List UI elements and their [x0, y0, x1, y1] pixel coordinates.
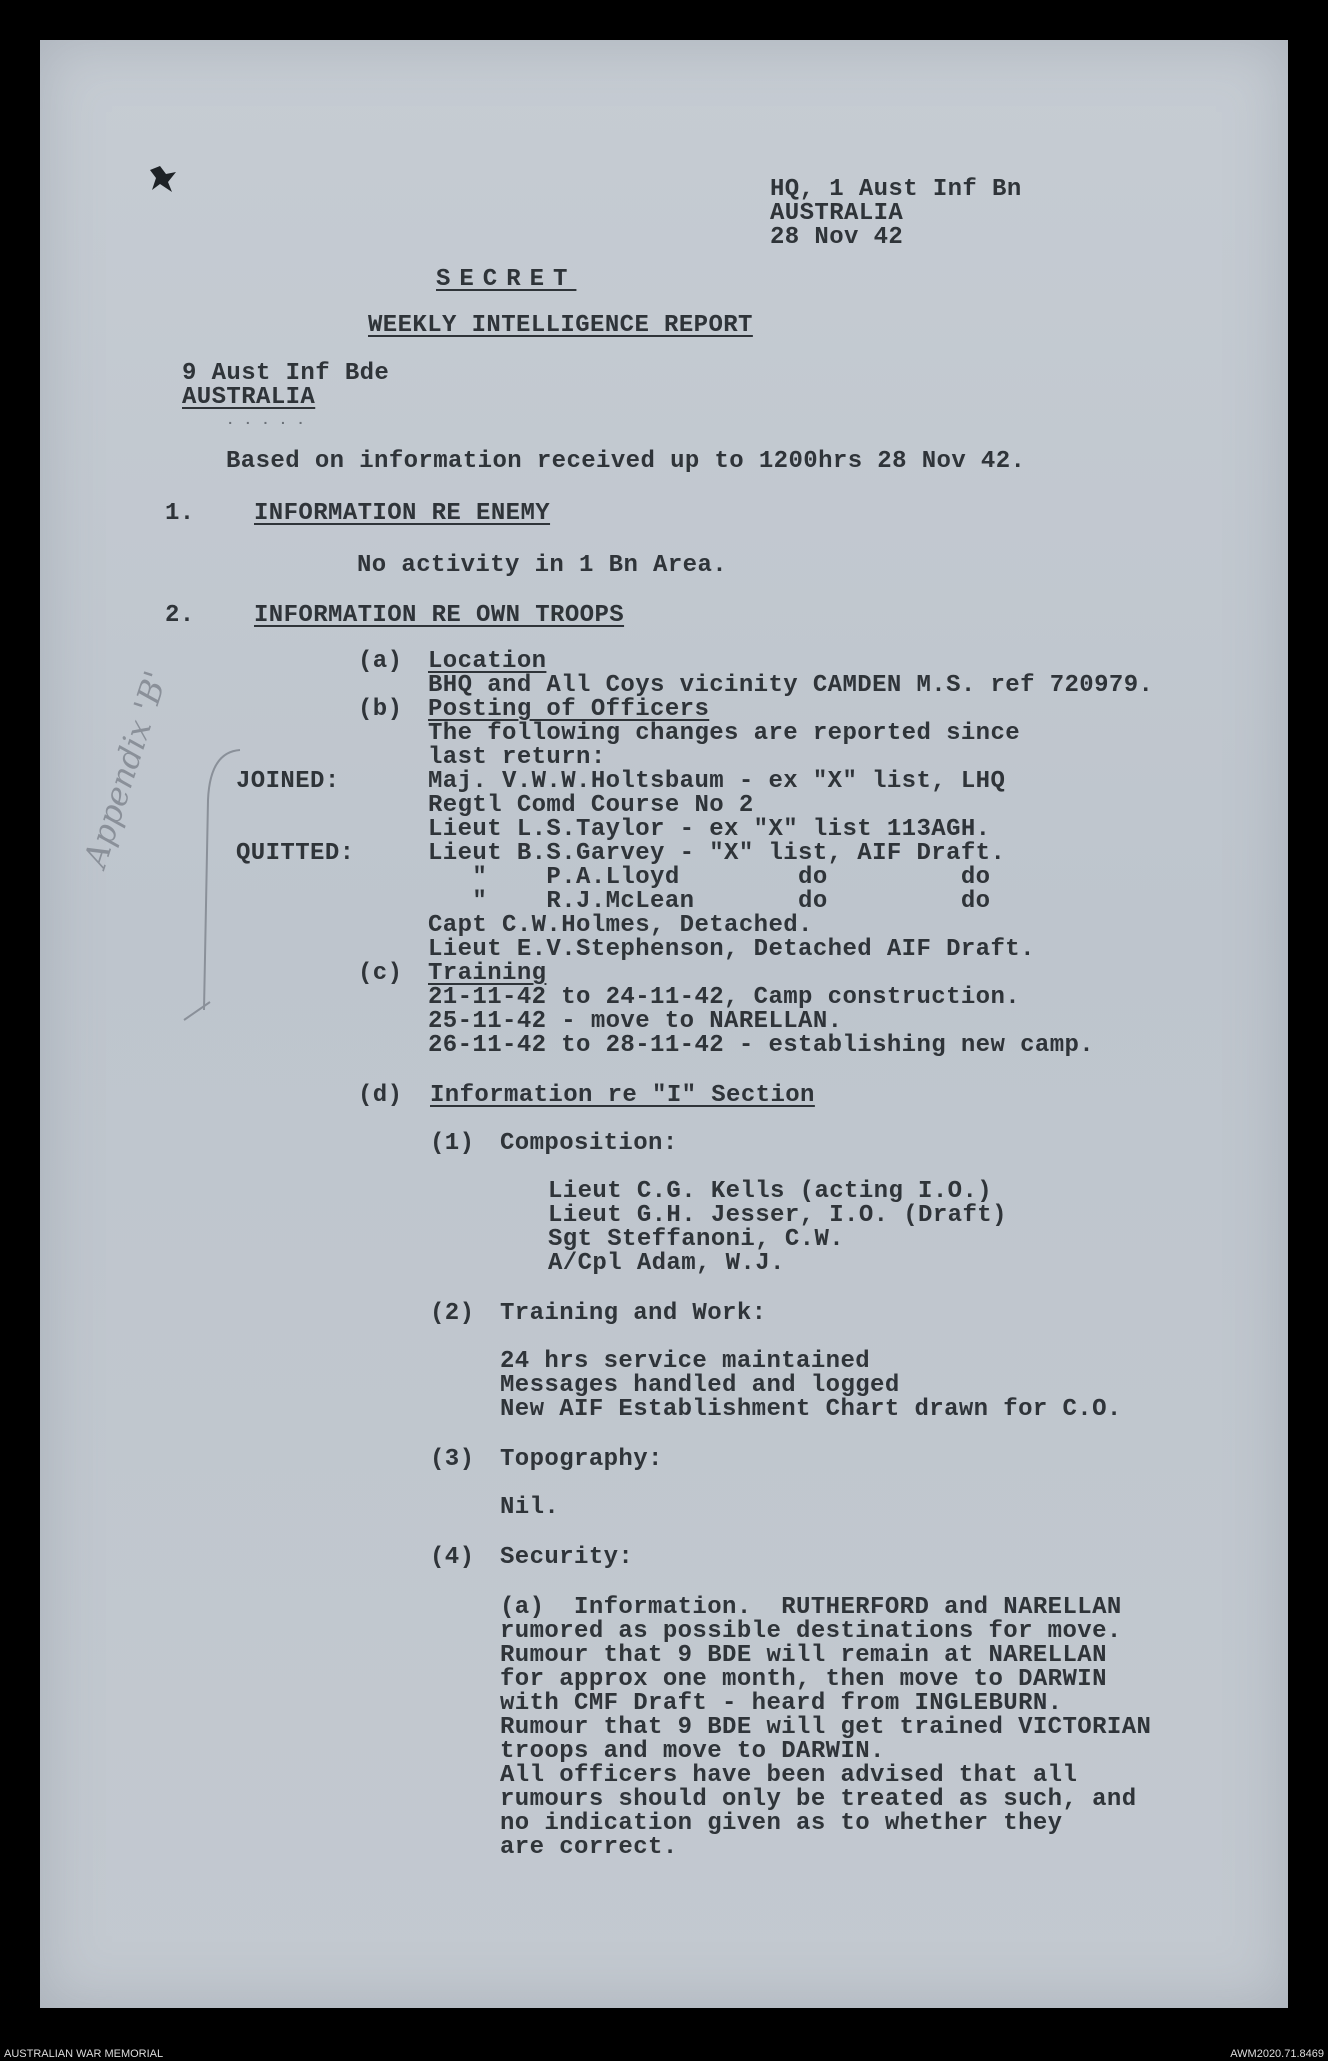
security-title: Security: [500, 1544, 634, 1571]
joined-line-2: Regtl Comd Course No 2 [428, 792, 754, 819]
topography-title: Topography: [500, 1446, 663, 1473]
posting-label: (b) [358, 696, 403, 723]
intro-line: Based on information received up to 1200hrs 28 Nov 42. [226, 448, 1026, 475]
document-page [40, 40, 1288, 2008]
section-1-body: No activity in 1 Bn Area. [357, 552, 728, 579]
training-line-3: 26-11-42 to 28-11-42 - establishing new camp. [428, 1032, 1095, 1059]
header-unit: HQ, 1 Aust Inf Bn [770, 176, 1022, 203]
addressee-dots: · · · · · [226, 416, 306, 432]
section-2-number: 2. [165, 602, 195, 629]
i-section-title: Information re "I" Section [430, 1082, 815, 1109]
location-label: (a) [358, 648, 403, 675]
training-label: (c) [358, 960, 403, 987]
training-work-line-3: New AIF Establishment Chart drawn for C.O. [500, 1396, 1122, 1423]
quitted-line-3: " R.J.McLean do do [428, 888, 991, 915]
composition-line-3: Sgt Steffanoni, C.W. [548, 1226, 845, 1253]
training-line-2: 25-11-42 - move to NARELLAN. [428, 1008, 843, 1035]
security-line-10: no indication given as to whether they [500, 1810, 1063, 1837]
hole-punch-mark [146, 164, 180, 194]
security-line-5: with CMF Draft - heard from INGLEBURN. [500, 1690, 1063, 1717]
margin-note-appendix: Appendix 'B' [76, 666, 176, 872]
posting-line-1: The following changes are reported since [428, 720, 1021, 747]
security-number: (4) [430, 1544, 475, 1571]
joined-line-3: Lieut L.S.Taylor - ex "X" list 113AGH. [428, 816, 991, 843]
posting-line-2: last return: [428, 744, 606, 771]
training-work-number: (2) [430, 1300, 475, 1327]
header-country: AUSTRALIA [770, 200, 904, 227]
training-title: Training [428, 960, 547, 987]
quitted-line-1: Lieut B.S.Garvey - "X" list, AIF Draft. [428, 840, 1006, 867]
location-title: Location [428, 648, 547, 675]
classification: SECRET [436, 266, 577, 293]
composition-line-4: A/Cpl Adam, W.J. [548, 1250, 785, 1277]
composition-number: (1) [430, 1130, 475, 1157]
security-line-8: All officers have been advised that all [500, 1762, 1078, 1789]
security-line-2: rumored as possible destinations for move. [500, 1618, 1122, 1645]
joined-label: JOINED: [236, 768, 340, 795]
section-2-title: INFORMATION RE OWN TROOPS [254, 602, 625, 629]
topography-text: Nil. [500, 1494, 560, 1521]
security-line-7: troops and move to DARWIN. [500, 1738, 885, 1765]
topography-number: (3) [430, 1446, 475, 1473]
quitted-line-2: " P.A.Lloyd do do [428, 864, 991, 891]
joined-line-1: Maj. V.W.W.Holtsbaum - ex "X" list, LHQ [428, 768, 1006, 795]
section-1-title: INFORMATION RE ENEMY [254, 500, 551, 527]
composition-line-1: Lieut C.G. Kells (acting I.O.) [548, 1178, 993, 1205]
security-line-4: for approx one month, then move to DARWIN [500, 1666, 1107, 1693]
pencil-bracket-mark [180, 740, 260, 1040]
training-work-line-2: Messages handled and logged [500, 1372, 900, 1399]
security-line-1: (a) Information. RUTHERFORD and NARELLAN [500, 1594, 1122, 1621]
location-text: BHQ and All Coys vicinity CAMDEN M.S. ref 720979. [428, 672, 1154, 699]
training-work-title: Training and Work: [500, 1300, 767, 1327]
footer-archive-name: AUSTRALIAN WAR MEMORIAL [4, 2048, 164, 2060]
quitted-line-4: Capt C.W.Holmes, Detached. [428, 912, 813, 939]
composition-line-2: Lieut G.H. Jesser, I.O. (Draft) [548, 1202, 1007, 1229]
training-line-1: 21-11-42 to 24-11-42, Camp construction. [428, 984, 1021, 1011]
report-title: WEEKLY INTELLIGENCE REPORT [368, 312, 753, 339]
security-line-11: are correct. [500, 1834, 678, 1861]
addressee-line2: AUSTRALIA [182, 384, 316, 411]
composition-title: Composition: [500, 1130, 678, 1157]
training-work-line-1: 24 hrs service maintained [500, 1348, 871, 1375]
posting-title: Posting of Officers [428, 696, 710, 723]
section-1-number: 1. [165, 500, 195, 527]
security-line-9: rumours should only be treated as such, and [500, 1786, 1137, 1813]
addressee-line1: 9 Aust Inf Bde [182, 360, 390, 387]
footer-accession-number: AWM2020.71.8469 [1230, 2048, 1324, 2060]
security-line-3: Rumour that 9 BDE will remain at NARELLAN [500, 1642, 1107, 1669]
security-line-6: Rumour that 9 BDE will get trained VICTORIAN [500, 1714, 1152, 1741]
quitted-line-5: Lieut E.V.Stephenson, Detached AIF Draft. [428, 936, 1035, 963]
i-section-label: (d) [358, 1082, 403, 1109]
header-date: 28 Nov 42 [770, 224, 904, 251]
quitted-label: QUITTED: [236, 840, 355, 867]
